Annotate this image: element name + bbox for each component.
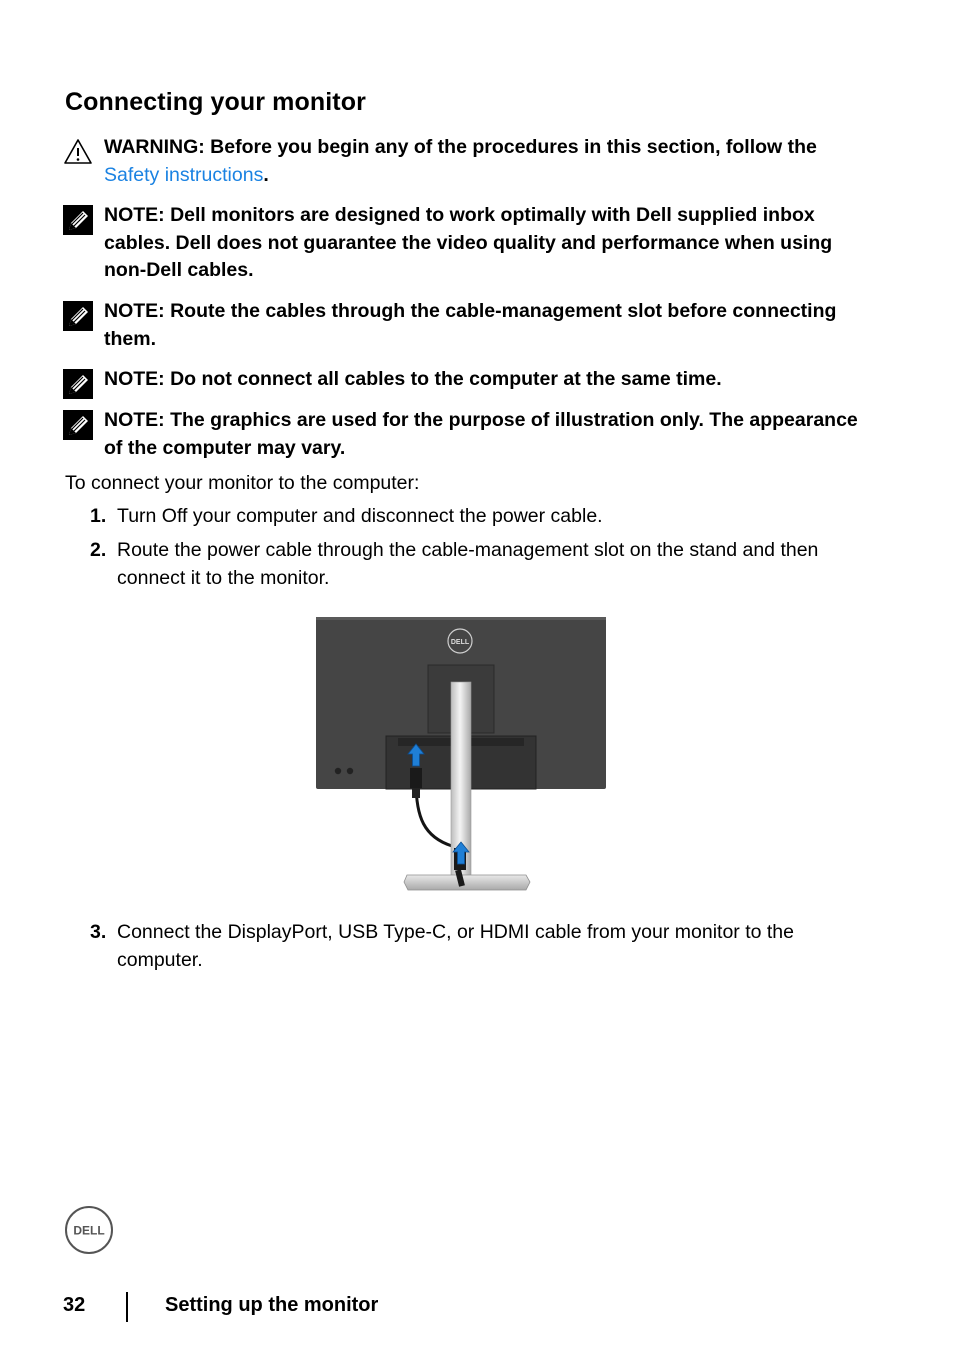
step-3 bbox=[90, 919, 860, 974]
page-number: 32 bbox=[63, 1294, 86, 1316]
note-3 bbox=[62, 366, 862, 394]
warning-notice bbox=[62, 134, 862, 189]
warning-text: WARNING: Before you begin any of the procedures in this section, follow the Safety instructions. bbox=[104, 136, 817, 186]
step-number: 2. bbox=[90, 539, 107, 561]
step-number: 1. bbox=[90, 505, 107, 527]
note-2 bbox=[62, 298, 862, 353]
section-title: Setting up the monitor bbox=[165, 1294, 379, 1316]
note-text: NOTE: Dell monitors are designed to work optimally with Dell supplied inbox cables. Dell does not guarantee the video quality and performance when using non-Dell cables. bbox=[104, 204, 833, 281]
note-pencil-icon bbox=[62, 409, 94, 441]
step-text: Turn Off your computer and disconnect the power cable. bbox=[117, 505, 603, 527]
note-pencil-icon bbox=[62, 204, 94, 236]
step-2 bbox=[90, 537, 860, 592]
svg-text:DELL: DELL bbox=[450, 639, 470, 646]
note-pencil-icon bbox=[62, 368, 94, 400]
page-title: Connecting your monitor bbox=[65, 88, 366, 116]
warning-icon bbox=[62, 136, 94, 168]
step-number: 3. bbox=[90, 921, 107, 943]
footer-divider bbox=[126, 1292, 128, 1322]
note-text: NOTE: Route the cables through the cable-management slot before connecting them. bbox=[104, 300, 837, 350]
note-pencil-icon bbox=[62, 300, 94, 332]
svg-text:DELL: DELL bbox=[73, 1223, 105, 1238]
step-text: Route the power cable through the cable-management slot on the stand and then connect it to the monitor. bbox=[117, 539, 819, 589]
step-1 bbox=[90, 503, 860, 531]
note-text: NOTE: The graphics are used for the purpose of illustration only. The appearance of the computer may vary. bbox=[104, 409, 858, 459]
note-1 bbox=[62, 202, 862, 285]
intro-text: To connect your monitor to the computer: bbox=[65, 472, 420, 494]
dell-logo bbox=[64, 1205, 114, 1255]
note-4 bbox=[62, 407, 862, 462]
monitor-rear-illustration bbox=[312, 612, 612, 902]
note-text: NOTE: Do not connect all cables to the computer at the same time. bbox=[104, 368, 722, 390]
step-text: Connect the DisplayPort, USB Type-C, or HDMI cable from your monitor to the computer. bbox=[117, 921, 794, 971]
safety-instructions-link[interactable]: Safety instructions bbox=[104, 163, 264, 186]
